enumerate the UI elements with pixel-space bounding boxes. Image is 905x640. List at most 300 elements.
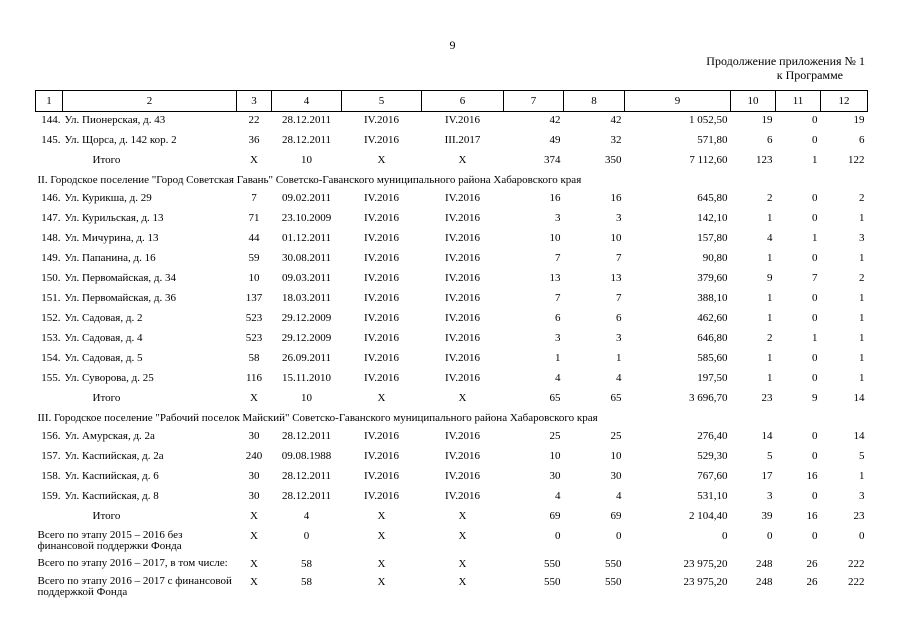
cell-plan-date: IV.2016 — [364, 252, 399, 264]
cell-end-date: X — [458, 576, 467, 588]
cell-date: 4 — [303, 510, 310, 522]
cell-plan-date: IV.2016 — [364, 272, 399, 284]
cell-area: 7 112,60 — [689, 154, 728, 166]
cell-apartments: X — [250, 154, 258, 166]
cell-apartments: X — [250, 392, 258, 404]
cell-premises-3: 222 — [848, 576, 865, 588]
address-cell: Ул. Суворова, д. 25 — [64, 372, 154, 384]
cell-premises-2: 26 — [806, 558, 818, 570]
cell-date: 28.12.2011 — [281, 430, 332, 442]
cell-people-2: 350 — [605, 154, 622, 166]
cell-premises-2: 9 — [812, 392, 818, 404]
subtotal-row — [36, 508, 868, 528]
cell-people-2: 30 — [610, 470, 622, 482]
cell-people-2: 10 — [610, 232, 622, 244]
cell-people: 3 — [555, 212, 561, 224]
cell-premises: 248 — [756, 558, 773, 570]
cell-premises: 17 — [761, 470, 773, 482]
cell-people-2: 13 — [610, 272, 622, 284]
cell-date: 09.03.2011 — [281, 272, 332, 284]
table-row — [36, 230, 868, 250]
cell-plan-date: X — [377, 154, 386, 166]
cell-end-date: IV.2016 — [445, 312, 480, 324]
cell-premises-2: 0 — [812, 252, 818, 264]
cell-people: 10 — [549, 232, 561, 244]
cell-plan-date: IV.2016 — [364, 332, 399, 344]
cell-apartments: 22 — [248, 114, 260, 126]
cell-premises-2: 16 — [806, 510, 818, 522]
cell-apartments: 523 — [245, 332, 263, 344]
cell-apartments: 10 — [248, 272, 260, 284]
cell-end-date: IV.2016 — [445, 114, 480, 126]
cell-people: 16 — [549, 192, 561, 204]
cell-area: 157,80 — [697, 232, 728, 244]
address-cell: Ул. Курикша, д. 29 — [64, 192, 152, 204]
cell-people-2: 10 — [610, 450, 622, 462]
cell-end-date: X — [458, 392, 467, 404]
cell-plan-date: IV.2016 — [364, 114, 399, 126]
cell-apartments: 58 — [248, 352, 260, 364]
table-body — [36, 91, 868, 603]
cell-plan-date: IV.2016 — [364, 470, 399, 482]
address-cell: Ул. Каспийская, д. 2а — [64, 450, 164, 462]
column-header: 10 — [731, 91, 776, 112]
subtotal-row — [36, 390, 868, 410]
row-number: 155. — [41, 372, 61, 384]
cell-premises-2: 0 — [812, 212, 818, 224]
cell-premises: 2 — [767, 192, 773, 204]
appendix-note-line2: к Программе — [776, 68, 843, 82]
cell-premises-3: 2 — [859, 272, 865, 284]
address-cell: Ул. Пионерская, д. 43 — [64, 114, 166, 126]
subtotal-label: Итого — [92, 154, 121, 166]
cell-premises: 1 — [767, 312, 773, 324]
address-cell: Ул. Мичурина, д. 13 — [64, 232, 159, 244]
cell-premises-2: 1 — [812, 332, 818, 344]
cell-premises-3: 1 — [859, 352, 865, 364]
address-cell: Ул. Каспийская, д. 8 — [64, 490, 159, 502]
cell-premises: 14 — [761, 430, 773, 442]
cell-end-date: X — [458, 530, 467, 542]
column-header: 9 — [625, 91, 731, 112]
cell-end-date: IV.2016 — [445, 490, 480, 502]
address-cell: Ул. Каспийская, д. 6 — [64, 470, 159, 482]
cell-apartments: X — [250, 530, 258, 542]
cell-premises-3: 1 — [859, 252, 865, 264]
cell-premises: 1 — [767, 212, 773, 224]
cell-date: 09.02.2011 — [281, 192, 332, 204]
row-number-empty — [36, 508, 63, 528]
cell-end-date: IV.2016 — [445, 352, 480, 364]
cell-people-2: 42 — [610, 114, 622, 126]
row-number: 144. — [41, 114, 61, 126]
cell-premises-2: 0 — [812, 450, 818, 462]
cell-people: 7 — [555, 252, 561, 264]
subtotal-label: Итого — [92, 510, 121, 522]
cell-premises-2: 0 — [812, 312, 818, 324]
cell-end-date: IV.2016 — [445, 292, 480, 304]
cell-premises: 123 — [756, 154, 773, 166]
cell-premises-3: 23 — [853, 510, 865, 522]
cell-premises-3: 0 — [859, 530, 865, 542]
cell-date: 15.11.2010 — [281, 372, 332, 384]
cell-premises: 19 — [761, 114, 773, 126]
table-row — [36, 370, 868, 390]
cell-premises: 1 — [767, 372, 773, 384]
cell-premises: 6 — [767, 134, 773, 146]
cell-premises-3: 3 — [859, 490, 865, 502]
cell-apartments: X — [250, 576, 258, 588]
cell-people: 10 — [549, 450, 561, 462]
section-heading: III. Городское поселение "Рабочий поселок Майский" Советско-Гаванского муниципального района Хабаровского края — [37, 412, 598, 424]
cell-people-2: 3 — [616, 332, 622, 344]
cell-people: 550 — [544, 558, 561, 570]
cell-plan-date: IV.2016 — [364, 490, 399, 502]
cell-premises-3: 122 — [848, 154, 865, 166]
cell-area: 645,80 — [697, 192, 728, 204]
cell-people: 49 — [549, 134, 561, 146]
cell-premises: 1 — [767, 352, 773, 364]
cell-people-2: 32 — [610, 134, 622, 146]
cell-premises: 1 — [767, 292, 773, 304]
row-number: 158. — [41, 470, 61, 482]
column-header: 1 — [36, 91, 63, 112]
cell-area: 379,60 — [697, 272, 728, 284]
cell-apartments: 523 — [245, 312, 263, 324]
cell-premises-2: 0 — [812, 372, 818, 384]
cell-people: 30 — [549, 470, 561, 482]
cell-end-date: IV.2016 — [445, 372, 480, 384]
cell-plan-date: IV.2016 — [364, 450, 399, 462]
cell-apartments: X — [250, 510, 258, 522]
row-number: 154. — [41, 352, 61, 364]
cell-people-2: 3 — [616, 212, 622, 224]
cell-premises: 4 — [767, 232, 773, 244]
cell-date: 10 — [301, 392, 312, 404]
cell-area: 388,10 — [697, 292, 728, 304]
cell-premises-3: 1 — [859, 292, 865, 304]
cell-premises: 0 — [767, 530, 773, 542]
cell-premises-2: 0 — [812, 134, 818, 146]
table-row — [36, 488, 868, 508]
cell-date: 09.08.1988 — [281, 450, 332, 462]
cell-premises-2: 0 — [812, 114, 818, 126]
cell-end-date: X — [458, 558, 467, 570]
row-number: 149. — [41, 252, 61, 264]
table-row — [36, 428, 868, 448]
cell-date: 28.12.2011 — [281, 470, 332, 482]
cell-apartments: 59 — [248, 252, 260, 264]
cell-area: 90,80 — [702, 252, 728, 264]
cell-premises-2: 0 — [812, 530, 818, 542]
row-number: 145. — [41, 134, 61, 146]
cell-premises-3: 19 — [853, 114, 865, 126]
address-cell: Ул. Садовая, д. 5 — [64, 352, 143, 364]
row-number: 153. — [41, 332, 61, 344]
cell-area: 462,60 — [697, 312, 728, 324]
cell-premises-2: 0 — [812, 430, 818, 442]
cell-people-2: 4 — [616, 490, 622, 502]
cell-people: 1 — [555, 352, 561, 364]
cell-premises-3: 3 — [859, 232, 865, 244]
section-heading-row — [36, 410, 868, 428]
table-row — [36, 210, 868, 230]
cell-people-2: 65 — [610, 392, 622, 404]
cell-apartments: 240 — [245, 450, 263, 462]
cell-end-date: IV.2016 — [445, 332, 480, 344]
column-header: 12 — [821, 91, 868, 112]
cell-date: 30.08.2011 — [281, 252, 332, 264]
cell-apartments: 116 — [245, 372, 263, 384]
cell-area: 571,80 — [697, 134, 728, 146]
cell-area: 23 975,20 — [683, 558, 728, 570]
cell-premises-3: 1 — [859, 332, 865, 344]
cell-premises-3: 222 — [848, 558, 865, 570]
cell-end-date: III.2017 — [444, 134, 481, 146]
cell-people: 4 — [555, 490, 561, 502]
cell-people-2: 1 — [616, 352, 622, 364]
column-header: 11 — [776, 91, 821, 112]
cell-people: 69 — [549, 510, 561, 522]
cell-apartments: 36 — [248, 134, 260, 146]
cell-premises-2: 1 — [812, 232, 818, 244]
cell-apartments: 137 — [245, 292, 263, 304]
cell-premises: 2 — [767, 332, 773, 344]
cell-date: 29.12.2009 — [281, 312, 332, 324]
cell-premises: 1 — [767, 252, 773, 264]
cell-end-date: IV.2016 — [445, 272, 480, 284]
row-number: 150. — [41, 272, 61, 284]
cell-plan-date: IV.2016 — [364, 372, 399, 384]
cell-premises-3: 1 — [859, 372, 865, 384]
cell-premises-3: 14 — [853, 430, 865, 442]
cell-people: 65 — [549, 392, 561, 404]
row-number: 152. — [41, 312, 61, 324]
cell-premises-2: 7 — [812, 272, 818, 284]
summary-row — [36, 556, 868, 574]
cell-end-date: IV.2016 — [445, 430, 480, 442]
table-row — [36, 112, 868, 133]
cell-people: 550 — [544, 576, 561, 588]
column-header: 5 — [342, 91, 422, 112]
cell-area: 3 696,70 — [689, 392, 728, 404]
cell-plan-date: IV.2016 — [364, 292, 399, 304]
cell-premises-3: 6 — [859, 134, 865, 146]
cell-premises-2: 16 — [806, 470, 818, 482]
cell-date: 01.12.2011 — [281, 232, 332, 244]
housing-program-table — [35, 90, 868, 602]
cell-plan-date: IV.2016 — [364, 192, 399, 204]
row-number: 148. — [41, 232, 61, 244]
cell-plan-date: X — [377, 530, 386, 542]
row-number: 146. — [41, 192, 61, 204]
table-row — [36, 190, 868, 210]
section-heading-row — [36, 172, 868, 190]
cell-plan-date: IV.2016 — [364, 212, 399, 224]
page-number: 9 — [449, 38, 456, 52]
table-row — [36, 468, 868, 488]
cell-people-2: 25 — [610, 430, 622, 442]
cell-plan-date: IV.2016 — [364, 352, 399, 364]
cell-apartments: 44 — [248, 232, 260, 244]
row-number: 157. — [41, 450, 61, 462]
cell-premises-2: 0 — [812, 490, 818, 502]
section-heading: II. Городское поселение "Город Советская Гавань" Советско-Гаванского муниципального района Хабаровского края — [37, 174, 582, 186]
cell-apartments: 30 — [248, 470, 260, 482]
cell-people-2: 7 — [616, 292, 622, 304]
cell-people-2: 550 — [605, 576, 622, 588]
cell-plan-date: X — [377, 558, 386, 570]
column-header: 3 — [237, 91, 272, 112]
cell-people-2: 6 — [616, 312, 622, 324]
cell-date: 18.03.2011 — [281, 292, 332, 304]
cell-premises-2: 0 — [812, 352, 818, 364]
cell-end-date: IV.2016 — [445, 192, 480, 204]
cell-premises: 23 — [761, 392, 773, 404]
cell-area: 767,60 — [697, 470, 728, 482]
subtotal-row — [36, 152, 868, 172]
cell-premises-2: 1 — [812, 154, 818, 166]
row-number: 151. — [41, 292, 61, 304]
address-cell: Ул. Амурская, д. 2а — [64, 430, 155, 442]
cell-date: 28.12.2011 — [281, 490, 332, 502]
cell-people: 374 — [544, 154, 561, 166]
cell-area: 23 975,20 — [683, 576, 728, 588]
cell-people: 42 — [549, 114, 561, 126]
address-cell: Ул. Садовая, д. 4 — [64, 332, 143, 344]
column-header: 4 — [272, 91, 342, 112]
table-row — [36, 290, 868, 310]
cell-end-date: X — [458, 510, 467, 522]
cell-premises-2: 26 — [806, 576, 818, 588]
column-number-row — [36, 91, 868, 112]
cell-date: 23.10.2009 — [281, 212, 332, 224]
cell-premises: 5 — [767, 450, 773, 462]
summary-row — [36, 574, 868, 602]
cell-date: 0 — [303, 530, 310, 542]
table-row — [36, 250, 868, 270]
cell-people: 25 — [549, 430, 561, 442]
cell-people-2: 16 — [610, 192, 622, 204]
cell-apartments: 30 — [248, 490, 260, 502]
cell-end-date: IV.2016 — [445, 252, 480, 264]
appendix-note — [706, 54, 865, 82]
cell-people: 7 — [555, 292, 561, 304]
cell-apartments: 7 — [251, 192, 257, 204]
cell-plan-date: IV.2016 — [364, 430, 399, 442]
cell-area: 529,30 — [697, 450, 728, 462]
cell-area: 585,60 — [697, 352, 728, 364]
cell-people: 3 — [555, 332, 561, 344]
cell-end-date: IV.2016 — [445, 470, 480, 482]
table-row — [36, 448, 868, 468]
summary-label: Всего по этапу 2016 – 2017 с финансовой поддержкой Фонда — [37, 575, 232, 598]
address-cell: Ул. Щорса, д. 142 кор. 2 — [64, 134, 177, 146]
cell-people-2: 0 — [616, 530, 622, 542]
table-row — [36, 270, 868, 290]
summary-label: Всего по этапу 2015 – 2016 без финансовой поддержки Фонда — [37, 529, 183, 552]
cell-people-2: 550 — [605, 558, 622, 570]
cell-area: 531,10 — [697, 490, 728, 502]
cell-people: 0 — [555, 530, 561, 542]
cell-area: 142,10 — [697, 212, 728, 224]
cell-apartments: 30 — [248, 430, 260, 442]
column-header: 2 — [63, 91, 237, 112]
cell-premises-2: 0 — [812, 192, 818, 204]
cell-date: 58 — [301, 576, 312, 588]
cell-premises: 3 — [767, 490, 773, 502]
cell-premises-3: 1 — [859, 312, 865, 324]
table-row — [36, 310, 868, 330]
cell-people: 6 — [555, 312, 561, 324]
cell-date: 28.12.2011 — [281, 114, 332, 126]
row-number: 147. — [41, 212, 61, 224]
cell-apartments: X — [250, 558, 258, 570]
cell-people: 4 — [555, 372, 561, 384]
cell-date: 10 — [301, 154, 312, 166]
cell-premises: 248 — [756, 576, 773, 588]
cell-end-date: X — [458, 154, 467, 166]
address-cell: Ул. Курильская, д. 13 — [64, 212, 164, 224]
cell-plan-date: X — [377, 576, 386, 588]
cell-date: 26.09.2011 — [281, 352, 332, 364]
cell-end-date: IV.2016 — [445, 450, 480, 462]
cell-people: 13 — [549, 272, 561, 284]
cell-premises-3: 1 — [859, 470, 865, 482]
cell-date: 28.12.2011 — [281, 134, 332, 146]
cell-area: 2 104,40 — [689, 510, 728, 522]
cell-date: 29.12.2009 — [281, 332, 332, 344]
row-number: 159. — [41, 490, 61, 502]
row-number-empty — [36, 390, 63, 410]
cell-plan-date: X — [377, 392, 386, 404]
address-cell: Ул. Первомайская, д. 36 — [64, 292, 177, 304]
cell-people-2: 7 — [616, 252, 622, 264]
cell-end-date: IV.2016 — [445, 212, 480, 224]
table-row — [36, 350, 868, 370]
cell-premises-3: 1 — [859, 212, 865, 224]
cell-people-2: 4 — [616, 372, 622, 384]
cell-premises-3: 2 — [859, 192, 865, 204]
cell-plan-date: IV.2016 — [364, 312, 399, 324]
appendix-note-line1: Продолжение приложения № 1 — [706, 54, 865, 68]
row-number-empty — [36, 152, 63, 172]
cell-premises-3: 5 — [859, 450, 865, 462]
cell-premises: 39 — [761, 510, 773, 522]
table-row — [36, 132, 868, 152]
address-cell: Ул. Папанина, д. 16 — [64, 252, 156, 264]
subtotal-label: Итого — [92, 392, 121, 404]
cell-area: 197,50 — [697, 372, 728, 384]
cell-premises-2: 0 — [812, 292, 818, 304]
cell-date: 58 — [301, 558, 312, 570]
cell-premises: 9 — [767, 272, 773, 284]
cell-plan-date: IV.2016 — [364, 134, 399, 146]
column-header: 7 — [504, 91, 564, 112]
cell-area: 1 052,50 — [689, 114, 728, 126]
table-row — [36, 330, 868, 350]
cell-end-date: IV.2016 — [445, 232, 480, 244]
row-number: 156. — [41, 430, 61, 442]
summary-row — [36, 528, 868, 556]
cell-plan-date: X — [377, 510, 386, 522]
summary-label: Всего по этапу 2016 – 2017, в том числе: — [37, 557, 228, 569]
cell-area: 646,80 — [697, 332, 728, 344]
column-header: 8 — [564, 91, 625, 112]
cell-apartments: 71 — [248, 212, 260, 224]
cell-area: 276,40 — [697, 430, 728, 442]
column-header: 6 — [422, 91, 504, 112]
